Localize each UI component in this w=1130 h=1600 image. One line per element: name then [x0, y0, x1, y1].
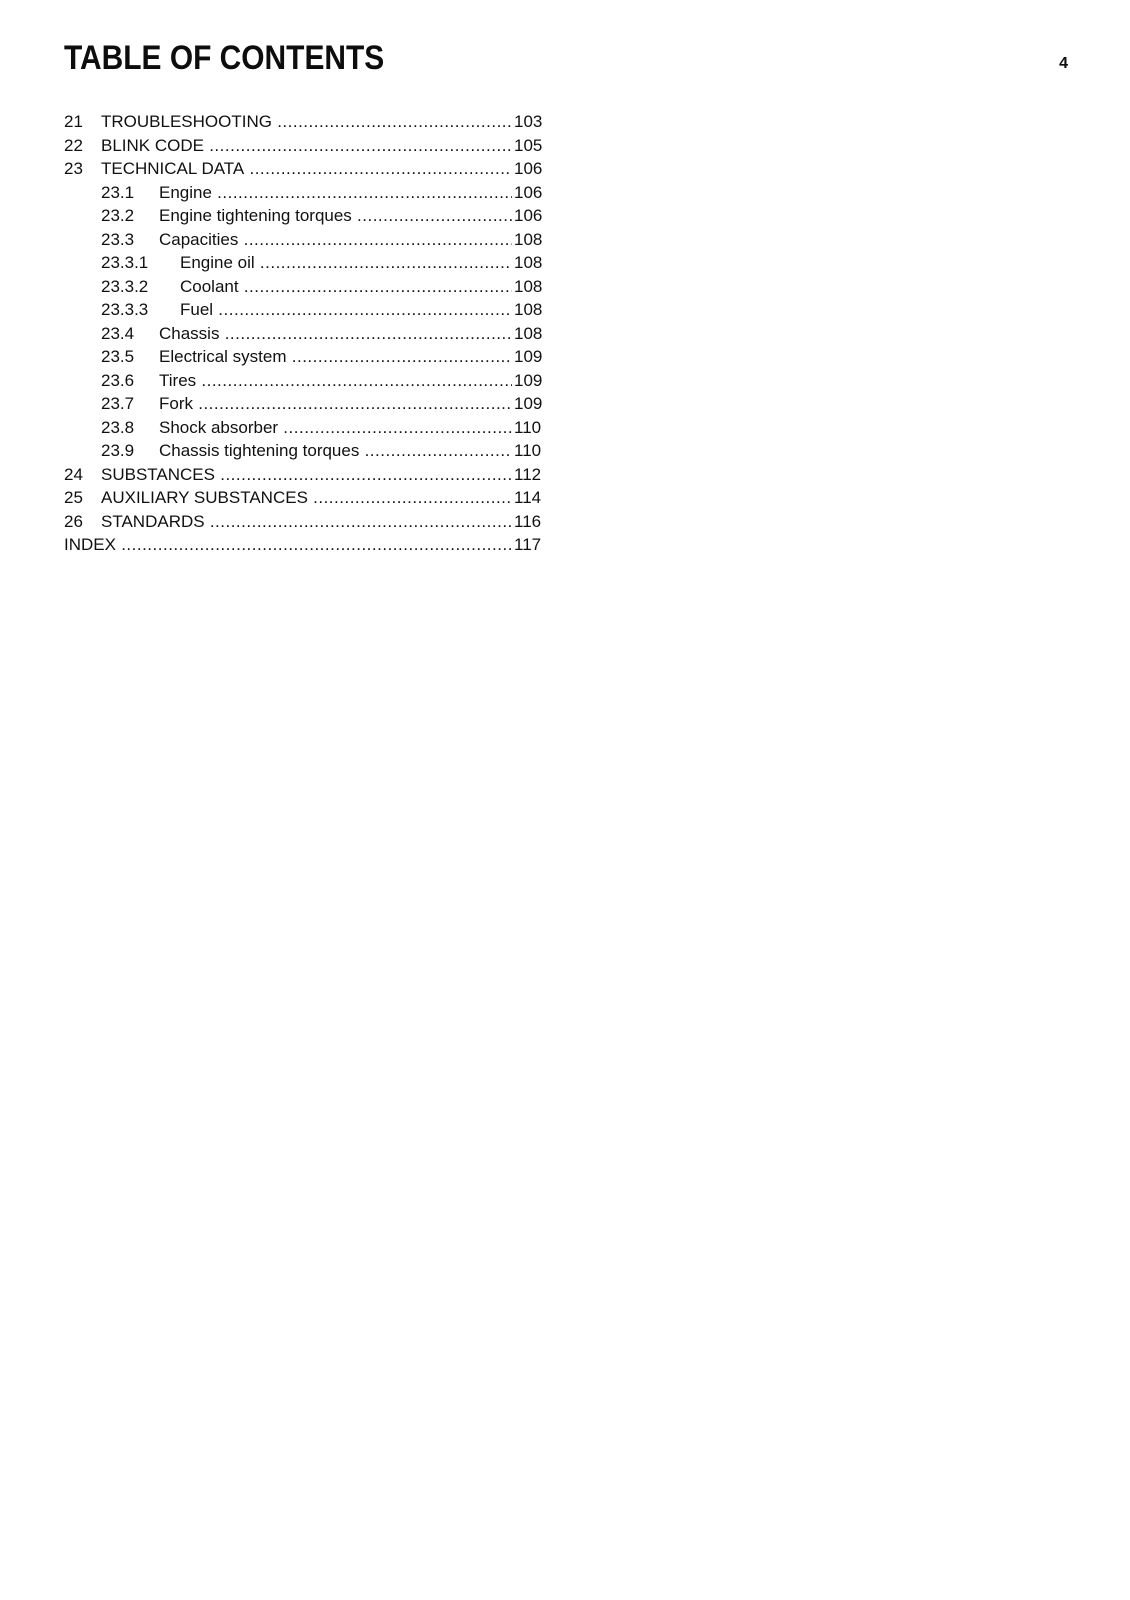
toc-entry-page: 106: [514, 182, 543, 202]
toc-entry-page: 105: [514, 135, 543, 155]
toc-entry-number: 23: [64, 159, 83, 178]
toc-entry-title[interactable]: Chassis tightening torques .....: [159, 439, 512, 463]
toc-entry-number: 22: [64, 135, 83, 155]
toc-entry-page: 103: [514, 112, 543, 131]
toc-entry-page: 108: [514, 276, 543, 296]
toc-entry-page: 108: [514, 229, 543, 249]
toc-entry[interactable]: [64, 322, 552, 346]
toc-entry-page: 110: [514, 441, 542, 460]
toc-entry[interactable]: [64, 345, 552, 369]
toc-entry-title[interactable]: Chassis .....: [159, 322, 512, 346]
toc-entry-number: 24: [64, 464, 83, 484]
toc-entry-title[interactable]: TROUBLESHOOTING .....: [101, 110, 512, 134]
toc-entry-number: 23.2: [101, 206, 135, 225]
toc-entry-page: 108: [514, 300, 543, 319]
toc-entry-page: 112: [514, 464, 542, 484]
toc-entry-page: 106: [514, 206, 543, 225]
toc-entry-title[interactable]: Engine .....: [159, 181, 512, 205]
toc-entry-title[interactable]: BLINK CODE .....: [101, 134, 512, 158]
toc-entry-number: 23.3.3: [101, 300, 149, 319]
toc-entry-page: 108: [514, 323, 543, 343]
toc-entry-number: 23.7: [101, 394, 135, 413]
toc-entry-title[interactable]: Fuel .....: [180, 298, 512, 322]
toc-entry-title[interactable]: TECHNICAL DATA .....: [101, 157, 512, 181]
toc-entry[interactable]: [64, 110, 552, 134]
toc-entry-page: 109: [514, 370, 543, 390]
toc-entry[interactable]: [64, 392, 552, 416]
toc-entry-title[interactable]: Shock absorber .....: [159, 416, 512, 440]
toc-entry-title[interactable]: Engine tightening torques .....: [159, 204, 512, 228]
toc-entry-title[interactable]: Fork .....: [159, 392, 512, 416]
toc-entry-page: 110: [514, 417, 542, 437]
toc-entry-number: 23.8: [101, 417, 135, 437]
toc-entry-number: 25: [64, 488, 83, 507]
toc-entry[interactable]: [64, 181, 552, 205]
toc-entry-title[interactable]: SUBSTANCES .....: [101, 463, 512, 487]
toc-entry-title[interactable]: INDEX .....: [64, 533, 512, 557]
toc-entry[interactable]: [64, 134, 552, 158]
toc-entry-title[interactable]: Tires .....: [159, 369, 512, 393]
table-of-contents: [64, 110, 552, 557]
toc-entry-title[interactable]: Capacities .....: [159, 228, 512, 252]
page-number: 4: [1059, 55, 1068, 72]
toc-entry-page: 108: [514, 253, 543, 272]
toc-entry-title[interactable]: STANDARDS .....: [101, 510, 512, 534]
toc-entry[interactable]: [64, 416, 552, 440]
toc-entry[interactable]: [64, 463, 552, 487]
toc-entry-number: 23.3.1: [101, 253, 149, 272]
toc-entry[interactable]: [64, 510, 552, 534]
toc-entry[interactable]: [64, 369, 552, 393]
toc-entry-page: 114: [514, 488, 542, 507]
toc-entry-number: 23.1: [101, 182, 135, 202]
toc-entry-number: 23.6: [101, 370, 135, 390]
toc-entry[interactable]: [64, 251, 552, 275]
toc-entry[interactable]: [64, 298, 552, 322]
toc-entry[interactable]: [64, 439, 552, 463]
toc-entry[interactable]: [64, 275, 552, 299]
page-title: TABLE OF CONTENTS: [64, 39, 385, 77]
toc-entry[interactable]: [64, 228, 552, 252]
toc-entry-title[interactable]: Electrical system .....: [159, 345, 512, 369]
toc-entry[interactable]: [64, 157, 552, 181]
toc-entry-number: 23.9: [101, 441, 135, 460]
toc-entry-title[interactable]: Coolant .....: [180, 275, 512, 299]
toc-entry-number: 23.5: [101, 347, 135, 366]
toc-entry-number: 21: [64, 112, 83, 131]
toc-entry[interactable]: [64, 204, 552, 228]
toc-entry-title[interactable]: Engine oil .....: [180, 251, 512, 275]
toc-entry[interactable]: [64, 533, 552, 557]
toc-entry[interactable]: [64, 486, 552, 510]
toc-entry-title[interactable]: AUXILIARY SUBSTANCES .....: [101, 486, 512, 510]
toc-entry-number: 26: [64, 511, 83, 531]
toc-entry-number: 23.3.2: [101, 276, 149, 296]
toc-entry-page: 116: [514, 511, 542, 531]
toc-entry-number: 23.3: [101, 229, 135, 249]
toc-entry-page: 117: [514, 535, 542, 554]
toc-entry-page: 106: [514, 159, 543, 178]
toc-entry-page: 109: [514, 347, 543, 366]
toc-entry-number: 23.4: [101, 323, 135, 343]
toc-entry-page: 109: [514, 394, 543, 413]
